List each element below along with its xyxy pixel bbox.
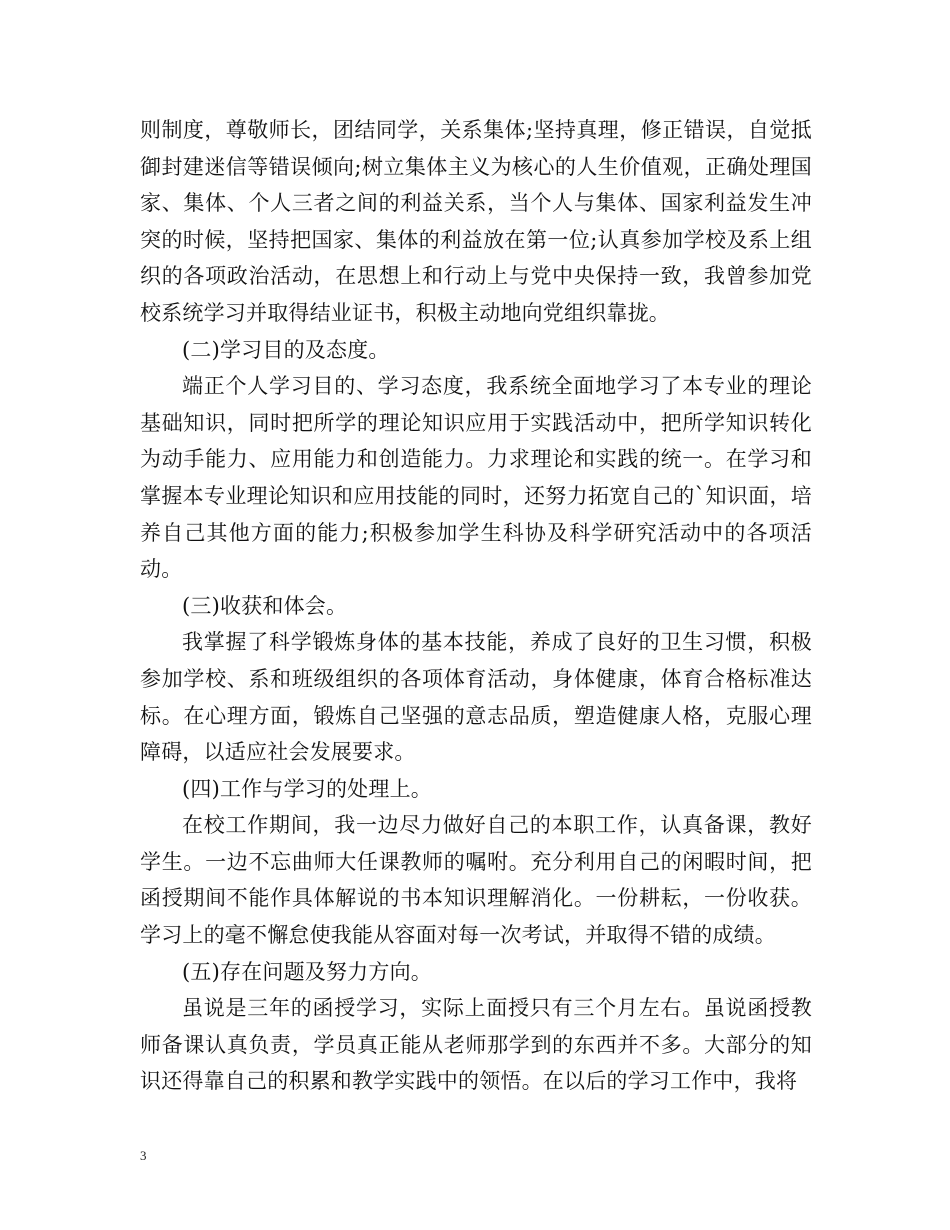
paragraph-study-purpose: 端正个人学习目的、学习态度，我系统全面地学习了本专业的理论基础知识，同时把所学的理论知识应用于实践活动中，把所学知识转化为动手能力、应用能力和创造能力。力求理论和实践的统一。在学习和掌握本专业理论知识和应用技能的同时，还努力拓宽自己的`知识面，培养自己其他方面的能力;积极参加学生科协及科学研究活动中的各项活动。: [140, 374, 812, 582]
heading-study-purpose: (二)学习目的及态度。: [182, 337, 390, 362]
heading-gains: (三)收获和体会。: [182, 593, 348, 618]
heading-problems: (五)存在问题及努力方向。: [182, 959, 432, 984]
document-body: [140, 112, 812, 1100]
paragraph-gains: 我掌握了科学锻炼身体的基本技能，养成了良好的卫生习惯，积极参加学校、系和班级组织的各项体育活动，身体健康，体育合格标准达标。在心理方面，锻炼自己坚强的意志品质，塑造健康人格，克服心理障碍，以适应社会发展要求。: [140, 630, 812, 765]
paragraph-political-conduct: 则制度，尊敬师长，团结同学，关系集体;坚持真理，修正错误，自觉抵御封建迷信等错误倾向;树立集体主义为核心的人生价值观，正确处理国家、集体、个人三者之间的利益关系，当个人与集体、国家利益发生冲突的时候，坚持把国家、集体的利益放在第一位;认真参加学校及系上组织的各项政治活动，在思想上和行动上与党中央保持一致，我曾参加党校系统学习并取得结业证书，积极主动地向党组织靠拢。: [140, 118, 812, 325]
paragraph-problems: 虽说是三年的函授学习，实际上面授只有三个月左右。虽说函授教师备课认真负责，学员真正能从老师那学到的东西并不多。大部分的知识还得靠自己的积累和教学实践中的领悟。在以后的学习工作中，我将: [140, 996, 812, 1094]
paragraph-work-study: 在校工作期间，我一边尽力做好自己的本职工作，认真备课，教好学生。一边不忘曲师大任课教师的嘱咐。充分利用自己的闲暇时间，把函授期间不能作具体解说的书本知识理解消化。一份耕耘，一份收获。学习上的毫不懈怠使我能从容面对每一次考试，并取得不错的成绩。: [140, 813, 812, 948]
page-number: 3: [140, 1148, 147, 1163]
heading-work-study: (四)工作与学习的处理上。: [182, 776, 432, 801]
